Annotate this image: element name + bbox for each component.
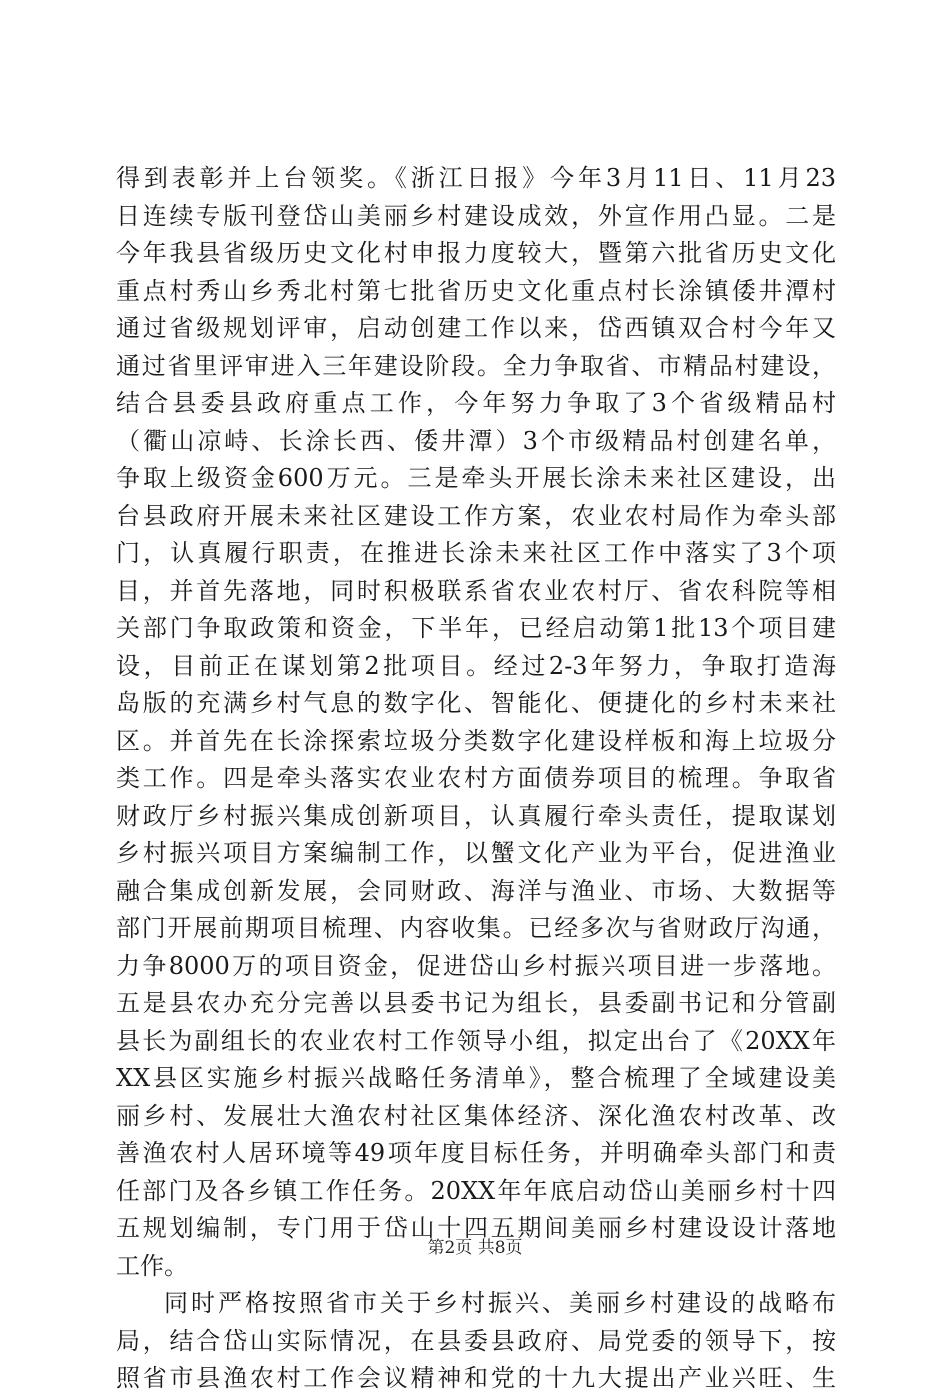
text-line: （衢山凉峙、长涂长西、倭井潭）3个市级精品村创建名单，	[116, 426, 836, 455]
text-line: 善渔农村人居环境等49项年度目标任务，并明确牵头部门和责	[116, 1139, 836, 1167]
document-body	[116, 160, 836, 1398]
text-line: 任部门及各乡镇工作任务。20XX年年底启动岱山美丽乡村十四	[116, 1176, 836, 1205]
text-line: 结合县委县政府重点工作，今年努力争取了3个省级精品村	[116, 389, 836, 417]
paragraph-start-line: 同时严格按照省市关于乡村振兴、美丽乡村建设的战略布	[164, 1289, 836, 1317]
text-line: 通过省级规划评审，启动创建工作以来，岱西镇双合村今年又	[116, 314, 836, 342]
text-line: 部门开展前期项目梳理、内容收集。已经多次与省财政厅沟通，	[116, 914, 836, 942]
text-line: 台县政府开展未来社区建设工作方案，农业农村局作为牵头部	[116, 501, 836, 530]
text-line: XX县区实施乡村振兴战略任务清单》，整合梳理了全域建设美	[116, 1064, 836, 1092]
text-line: 局，结合岱山实际情况，在县委县政府、局党委的领导下，按	[116, 1326, 836, 1355]
paragraph-end-line: 工作。	[116, 1251, 188, 1280]
text-line: 丽乡村、发展壮大渔农村社区集体经济、深化渔农村改革、改	[116, 1101, 836, 1130]
text-line: 通过省里评审进入三年建设阶段。全力争取省、市精品村建设，	[116, 351, 836, 380]
text-line: 五规划编制，专门用于岱山十四五期间美丽乡村建设设计落地	[116, 1214, 836, 1242]
text-line: 力争8000万的项目资金，促进岱山乡村振兴项目进一步落地。	[116, 951, 836, 980]
text-line: 设，目前正在谋划第2批项目。经过2-3年努力，争取打造海	[116, 651, 836, 680]
text-line: 门，认真履行职责，在推进长涂未来社区工作中落实了3个项	[116, 539, 836, 567]
page-number-footer: 第2页 共8页	[427, 1238, 523, 1258]
text-line: 日连续专版刊登岱山美丽乡村建设成效，外宣作用凸显。二是	[116, 201, 836, 230]
text-line: 五是县农办充分完善以县委书记为组长，县委副书记和分管副	[116, 989, 836, 1017]
text-line: 争取上级资金600万元。三是牵头开展长涂未来社区建设，出	[116, 464, 836, 492]
text-line: 融合集成创新发展，会同财政、海洋与渔业、市场、大数据等	[116, 876, 836, 905]
text-line: 类工作。四是牵头落实农业农村方面债券项目的梳理。争取省	[116, 764, 836, 792]
text-line: 得到表彰并上台领奖。《浙江日报》今年3月11日、11月23	[116, 164, 836, 192]
text-line: 关部门争取政策和资金，下半年，已经启动第1批13个项目建	[116, 614, 836, 642]
text-line: 照省市县渔农村工作会议精神和党的十九大提出产业兴旺、生	[116, 1364, 836, 1392]
text-line: 目，并首先落地，同时积极联系省农业农村厅、省农科院等相	[116, 576, 836, 605]
text-line: 区。并首先在长涂探索垃圾分类数字化建设样板和海上垃圾分	[116, 726, 836, 755]
text-line: 县长为副组长的农业农村工作领导小组，拟定出台了《20XX年	[116, 1026, 836, 1055]
text-line: 岛版的充满乡村气息的数字化、智能化、便捷化的乡村未来社	[116, 689, 836, 717]
text-line: 今年我县省级历史文化村申报力度较大，暨第六批省历史文化	[116, 239, 836, 267]
text-line: 乡村振兴项目方案编制工作，以蟹文化产业为平台，促进渔业	[116, 839, 836, 867]
text-line: 重点村秀山乡秀北村第七批省历史文化重点村长涂镇倭井潭村	[116, 276, 836, 305]
text-line: 财政厅乡村振兴集成创新项目，认真履行牵头责任，提取谋划	[116, 801, 836, 830]
